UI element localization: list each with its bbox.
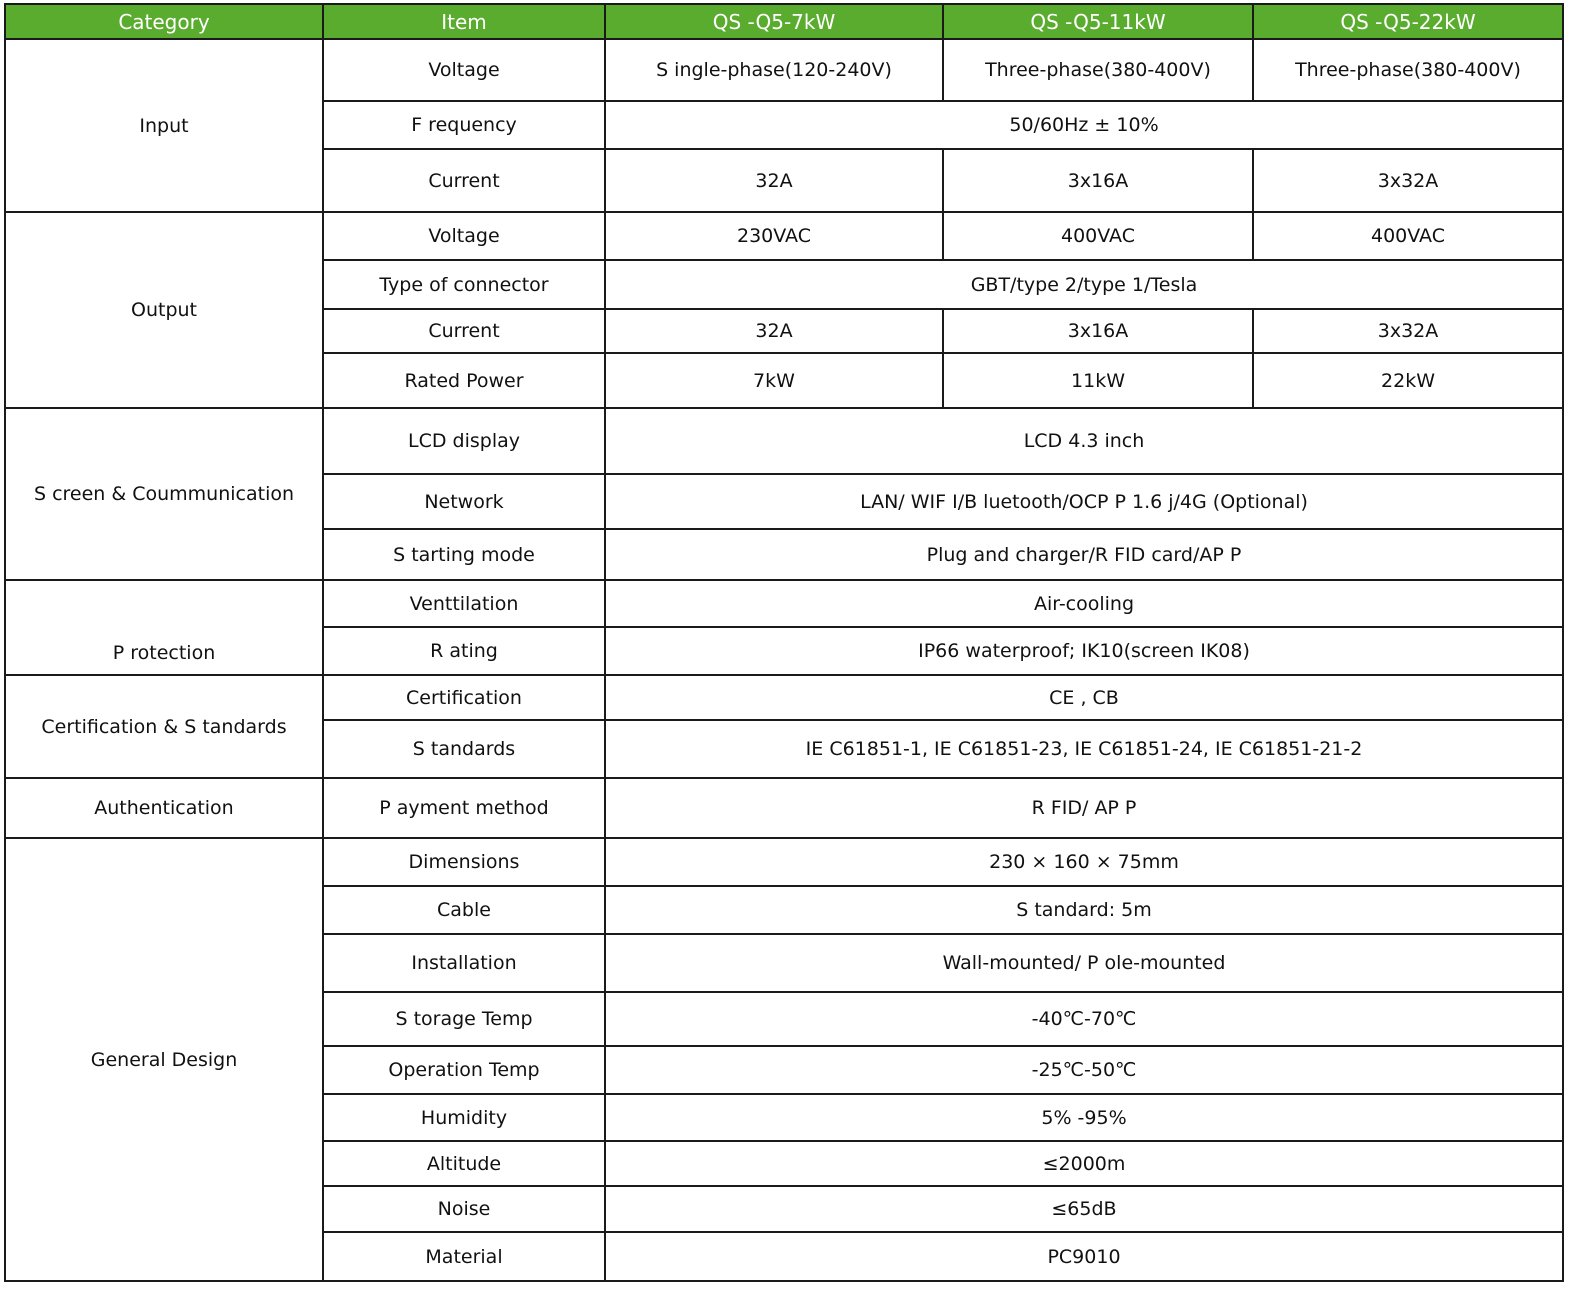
value-cell: LCD 4.3 inch — [605, 408, 1563, 474]
item-cell: Cable — [323, 886, 605, 934]
value-cell: Wall-mounted/ P ole-mounted — [605, 934, 1563, 992]
header-category: Category — [5, 4, 323, 39]
value-cell: 11kW — [943, 353, 1253, 408]
category-cell: Authentication — [5, 778, 323, 838]
item-cell: Altitude — [323, 1141, 605, 1186]
item-cell: S tarting mode — [323, 529, 605, 580]
item-cell: Current — [323, 309, 605, 353]
item-cell: Type of connector — [323, 260, 605, 309]
value-cell: S ingle-phase(120-240V) — [605, 39, 943, 101]
table-row — [5, 580, 1563, 627]
value-cell: Air-cooling — [605, 580, 1563, 627]
header-model: QS -Q5-7kW — [605, 4, 943, 39]
value-cell: 3x32A — [1253, 149, 1563, 212]
category-cell: Certification & S tandards — [5, 675, 323, 778]
table-row — [5, 212, 1563, 260]
value-cell: 5% -95% — [605, 1094, 1563, 1141]
item-cell: Operation Temp — [323, 1046, 605, 1094]
value-cell: ≤65dB — [605, 1186, 1563, 1232]
value-cell: 230VAC — [605, 212, 943, 260]
table-row — [5, 408, 1563, 474]
table-row — [5, 39, 1563, 101]
value-cell: 32A — [605, 309, 943, 353]
header-item: Item — [323, 4, 605, 39]
category-cell — [5, 580, 323, 675]
item-cell: F requency — [323, 101, 605, 149]
value-cell: 32A — [605, 149, 943, 212]
value-cell: IP66 waterproof; IK10(screen IK08) — [605, 627, 1563, 675]
item-cell: R ating — [323, 627, 605, 675]
value-cell: 3x16A — [943, 309, 1253, 353]
item-cell: Installation — [323, 934, 605, 992]
value-cell: Three-phase(380-400V) — [1253, 39, 1563, 101]
value-cell: 3x32A — [1253, 309, 1563, 353]
value-cell: 3x16A — [943, 149, 1253, 212]
item-cell: P ayment method — [323, 778, 605, 838]
item-cell: Dimensions — [323, 838, 605, 886]
item-cell: Noise — [323, 1186, 605, 1232]
table-row — [5, 838, 1563, 886]
value-cell: 7kW — [605, 353, 943, 408]
value-cell: -25℃-50℃ — [605, 1046, 1563, 1094]
value-cell: Plug and charger/R FID card/AP P — [605, 529, 1563, 580]
value-cell: GBT/type 2/type 1/Tesla — [605, 260, 1563, 309]
category-cell: S creen & Coummunication — [5, 408, 323, 580]
value-cell: PC9010 — [605, 1232, 1563, 1281]
category-cell: Output — [5, 212, 323, 408]
header-model: QS -Q5-11kW — [943, 4, 1253, 39]
item-cell: Network — [323, 474, 605, 529]
item-cell: Voltage — [323, 39, 605, 101]
item-cell: Material — [323, 1232, 605, 1281]
value-cell: 230 × 160 × 75mm — [605, 838, 1563, 886]
value-cell: 400VAC — [943, 212, 1253, 260]
spec-table — [4, 3, 1564, 1282]
table-row — [5, 778, 1563, 838]
category-cell: General Design — [5, 838, 323, 1281]
item-cell: Venttilation — [323, 580, 605, 627]
value-cell: Three-phase(380-400V) — [943, 39, 1253, 101]
value-cell: R FID/ AP P — [605, 778, 1563, 838]
item-cell: Rated Power — [323, 353, 605, 408]
value-cell: IE C61851-1, IE C61851-23, IE C61851-24, IE C61851-21-2 — [605, 720, 1563, 778]
category-cell: Input — [5, 39, 323, 212]
header-row — [5, 4, 1563, 39]
category-label: P rotection — [112, 642, 216, 664]
value-cell: -40℃-70℃ — [605, 992, 1563, 1046]
item-cell: Voltage — [323, 212, 605, 260]
value-cell: CE , CB — [605, 675, 1563, 720]
table-row — [5, 675, 1563, 720]
item-cell: Certification — [323, 675, 605, 720]
item-cell: S torage Temp — [323, 992, 605, 1046]
item-cell: Humidity — [323, 1094, 605, 1141]
header-model: QS -Q5-22kW — [1253, 4, 1563, 39]
value-cell: S tandard: 5m — [605, 886, 1563, 934]
item-cell: LCD display — [323, 408, 605, 474]
value-cell: 22kW — [1253, 353, 1563, 408]
value-cell: 400VAC — [1253, 212, 1563, 260]
value-cell: 50/60Hz ± 10% — [605, 101, 1563, 149]
item-cell: S tandards — [323, 720, 605, 778]
value-cell: ≤2000m — [605, 1141, 1563, 1186]
value-cell: LAN/ WIF I/B luetooth/OCP P 1.6 j/4G (Optional) — [605, 474, 1563, 529]
item-cell: Current — [323, 149, 605, 212]
